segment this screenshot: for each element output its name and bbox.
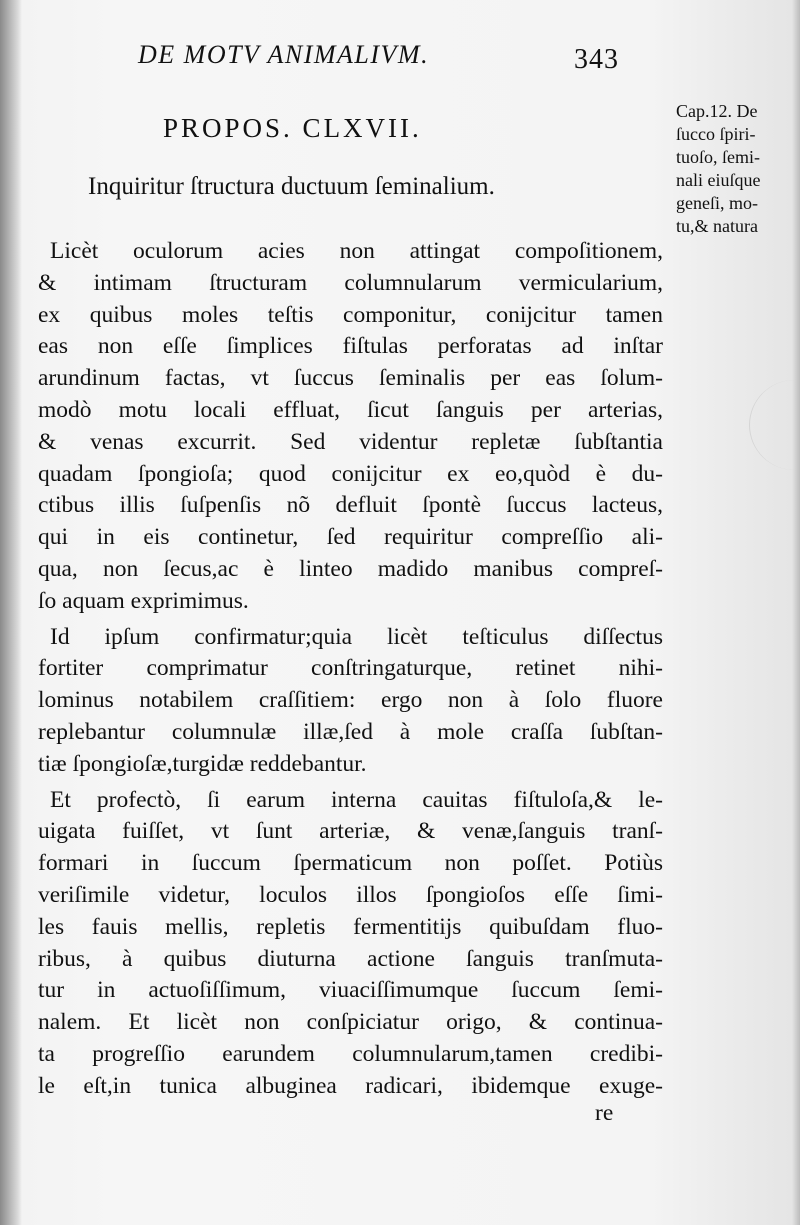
- text-line: les fauis mellis, repletis fermentitijs quibuſdam fluo-: [38, 913, 663, 940]
- margin-note-line: Cap.12. De: [676, 101, 758, 121]
- text-line: ribus, à quibus diuturna actione ſanguis tranſmuta-: [38, 945, 663, 972]
- paragraph-2: [38, 622, 663, 781]
- text-line: ex quibus moles teſtis componitur, conijcitur tamen: [38, 301, 663, 328]
- text-line: fortiter comprimatur conſtringaturque, retinet nihi-: [38, 655, 663, 682]
- text-line: Id ipſum confirmatur;quia licèt teſticulus diſſectus: [50, 623, 663, 650]
- text-line: replebantur columnulæ illæ,ſed à mole craſſa ſubſtan-: [38, 718, 663, 745]
- text-line: lominus notabilem craſſitiem: ergo non à ſolo fluore: [38, 687, 663, 714]
- page-fold: [749, 380, 800, 470]
- text-line: qui in eis continetur, ſed requiritur compreſſio ali-: [38, 524, 663, 551]
- spine-shadow: [0, 0, 22, 1225]
- proposition-title: PROPOS. CLXVII.: [163, 113, 422, 143]
- margin-note-line: tuoſo, ſemi-: [676, 147, 760, 167]
- text-line: & venas excurrit. Sed videntur repletæ ſubſtantia: [38, 428, 663, 455]
- text-line: uigata fuiſſet, vt ſunt arteriæ, & venæ,ſanguis tranſ-: [38, 818, 663, 845]
- text-line: qua, non ſecus,ac è linteo madido manibus compreſ-: [38, 555, 663, 582]
- text-line: ta progreſſio earundem columnularum,tamen credibi-: [38, 1040, 663, 1067]
- margin-note-line: tu,& natura: [676, 216, 758, 236]
- text-line: quadam ſpongioſa; quod conijcitur ex eo,quòd è du-: [38, 460, 663, 487]
- text-line: veriſimile videtur, loculos illos ſpongioſos eſſe ſimi-: [38, 881, 663, 908]
- catchword: re: [595, 1100, 614, 1126]
- proposition-subtitle: Inquiritur ſtructura ductuum ſeminalium.: [88, 173, 495, 200]
- text-line: formari in ſuccum ſpermaticum non poſſet. Potiùs: [38, 850, 663, 877]
- text-line: eas non eſſe ſimplices fiſtulas perforatas ad inſtar: [38, 333, 663, 360]
- text-line: modò motu locali effluat, ſicut ſanguis per arterias,: [38, 396, 663, 423]
- body-text: [38, 236, 663, 1103]
- margin-note-line: geneſi, mo-: [676, 193, 758, 213]
- text-line: ſo aquam exprimimus.: [38, 587, 249, 614]
- text-line: nalem. Et licèt non conſpiciatur origo, & continua-: [38, 1009, 663, 1036]
- margin-note: [676, 100, 796, 238]
- text-line: tiæ ſpongioſæ,turgidæ reddebantur.: [38, 750, 367, 777]
- text-line: Licèt oculorum acies non attingat compoſitionem,: [50, 238, 663, 264]
- text-line: tur in actuoſiſſimum, viuaciſſimumque ſuccum ſemi-: [38, 977, 663, 1004]
- text-line: Et profectò, ſi earum interna cauitas fiſtuloſa,& le-: [50, 786, 663, 813]
- margin-note-line: nali eiuſque: [676, 170, 761, 190]
- page-number: 343: [574, 44, 619, 75]
- text-line: le eſt,in tunica albuginea radicari, ibidemque exuge-: [38, 1072, 663, 1099]
- running-head: DE MOTV ANIMALIVM.: [138, 40, 430, 69]
- paragraph-3: [38, 785, 663, 1103]
- text-line: arundinum factas, vt ſuccus ſeminalis per eas ſolum-: [38, 365, 663, 392]
- margin-note-line: ſucco ſpiri-: [676, 124, 756, 144]
- text-line: & intimam ſtructuram columnularum vermicularium,: [38, 269, 663, 296]
- paragraph-1: [38, 236, 663, 618]
- text-line: ctibus illis ſuſpenſis nõ defluit ſpontè ſuccus lacteus,: [38, 492, 663, 519]
